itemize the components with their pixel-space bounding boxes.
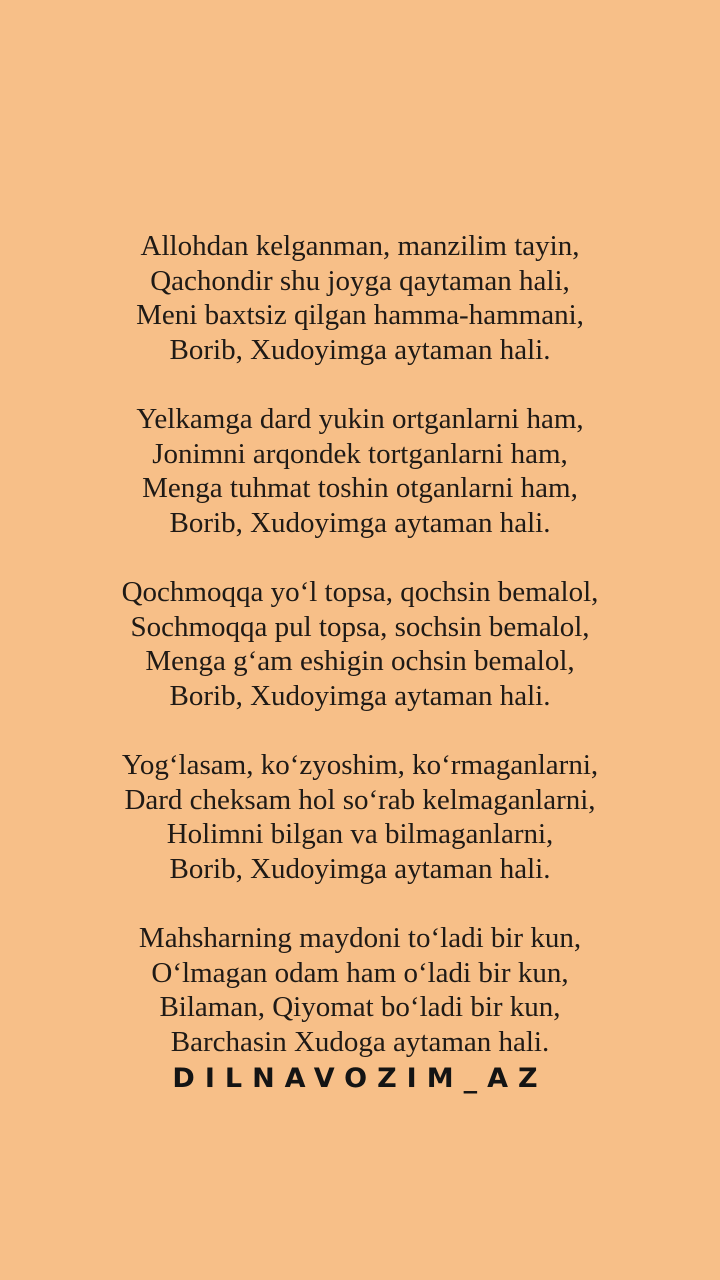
poem-line: Menga tuhmat toshin otganlarni ham, xyxy=(142,472,578,504)
poem-line: Allohdan kelganman, manzilim tayin, xyxy=(140,230,580,262)
stanza-3 xyxy=(0,575,720,713)
poem-line: Bilaman, Qiyomat boʻladi bir kun, xyxy=(159,991,561,1023)
poem-line: Borib, Xudoyimga aytaman hali. xyxy=(169,333,551,366)
poem-line: Borib, Xudoyimga aytaman hali. xyxy=(169,679,551,712)
poem-line: Mahsharning maydoni toʻladi bir kun, xyxy=(138,922,582,954)
stanza-5 xyxy=(0,921,720,1059)
watermark-text: DILNAVOZIM_AZ xyxy=(172,1063,548,1094)
poem-line: Borib, Xudoyimga aytaman hali. xyxy=(169,852,551,885)
poem-line: Borib, Xudoyimga aytaman hali. xyxy=(169,506,551,539)
poem xyxy=(0,229,720,1059)
poem-line: Sochmoqqa pul topsa, sochsin bemalol, xyxy=(130,610,590,643)
poem-line: Oʻlmagan odam ham oʻladi bir kun, xyxy=(151,956,569,989)
poem-line: Dard cheksam hol soʻrab kelmaganlarni, xyxy=(124,783,596,816)
poem-line: Qochmoqqa yoʻl topsa, qochsin bemalol, xyxy=(121,576,599,608)
stanza-2 xyxy=(0,402,720,540)
poem-line: Qachondir shu joyga qaytaman hali, xyxy=(150,264,570,297)
poem-line: Yelkamga dard yukin ortganlarni ham, xyxy=(136,403,584,435)
poem-line: Holimni bilgan va bilmaganlarni, xyxy=(166,818,554,850)
watermark xyxy=(0,1062,720,1096)
poem-line: Menga gʻam eshigin ochsin bemalol, xyxy=(145,645,575,677)
stanza-1 xyxy=(0,229,720,367)
poem-line: Jonimni arqondek tortganlarni ham, xyxy=(152,437,568,470)
stanza-4 xyxy=(0,748,720,886)
poem-line: Meni baxtsiz qilgan hamma-hammani, xyxy=(136,299,584,331)
poem-line: Barchasin Xudoga aytaman hali. xyxy=(170,1025,550,1058)
poem-line: Yogʻlasam, koʻzyoshim, koʻrmaganlarni, xyxy=(121,749,599,781)
